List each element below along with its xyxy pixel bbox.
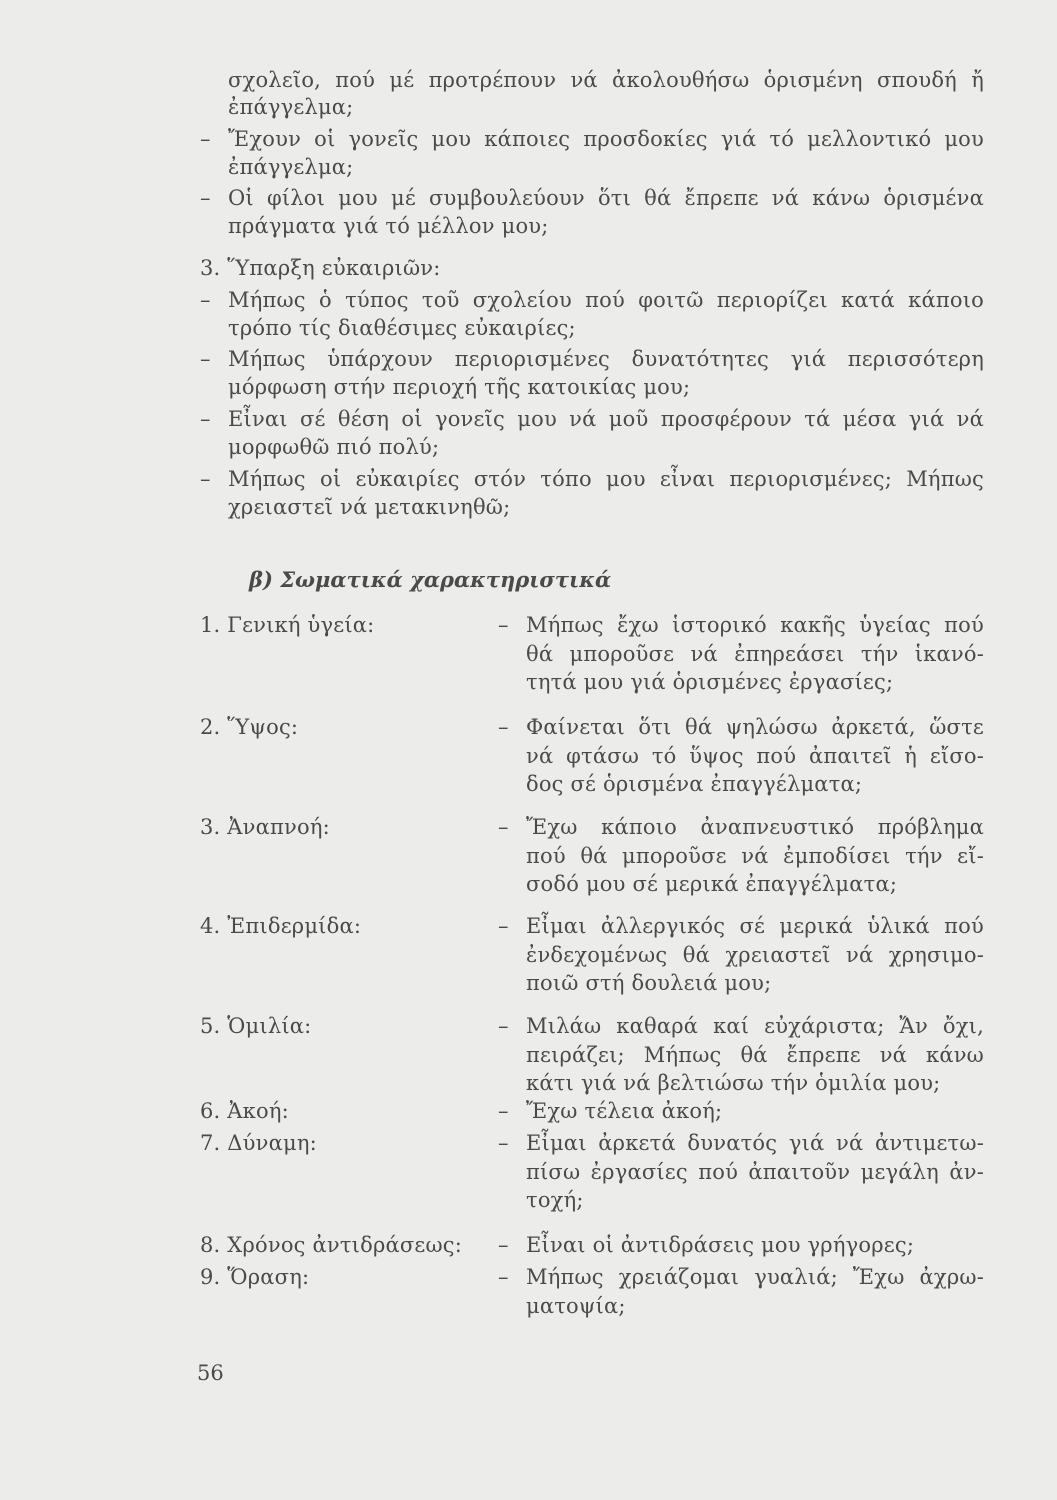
item-description-line: πειράζει; Μήπως θά ἔπρεπε νά κάνω [526, 1042, 984, 1067]
text-line: Οἱ φίλοι μου μέ συμβουλεύουν ὅτι θά ἔπρεπε νά κάνω ὁρισμένα [228, 186, 984, 210]
bullet-dash: – [498, 715, 509, 739]
text-line: Μήπως ὁ τύπος τοῦ σχολείου πού φοιτῶ περιορίζει κατά κάποιο [228, 288, 984, 312]
item-description-line: πού θά μποροῦσε νά ἐμποδίσει τήν εἴ- [526, 843, 984, 868]
bullet-dash: – [200, 467, 211, 491]
item-description-line: ἐνδεχομένως θά χρειαστεῖ νά χρησιμο- [526, 942, 984, 967]
item-description-line: Μήπως χρειάζομαι γυαλιά; Ἔχω ἀχρω- [526, 1265, 984, 1289]
text-line: Ἔχουν οἱ γονεῖς μου κάποιες προσδοκίες γιά τό μελλοντικό μου [228, 127, 984, 151]
item-label: 5. Ὁμιλία: [200, 1014, 312, 1038]
bullet-dash: – [200, 347, 211, 371]
page-number: 56 [197, 1361, 224, 1385]
item-description-line: νά φτάσω τό ὕψος πού ἀπαιτεῖ ἡ εἴσο- [526, 743, 984, 768]
text-line: Μήπως οἱ εὐκαιρίες στόν τόπο μου εἶναι περιορισμένες; Μήπως [228, 467, 984, 491]
item-description-line: θά μποροῦσε νά ἐπηρεάσει τήν ἱκανό- [526, 641, 984, 666]
section-heading: β) Σωματικά χαρακτηριστικά [249, 567, 612, 592]
item-description-line: ποιῶ στή δουλειά μου; [526, 971, 772, 995]
item-label: 6. Ἀκοή: [200, 1099, 289, 1123]
item-description-line: Φαίνεται ὅτι θά ψηλώσω ἀρκετά, ὥστε [526, 715, 984, 739]
item-description-line: σοδό μου σέ μερικά ἐπαγγέλματα; [526, 872, 898, 896]
bullet-dash: – [200, 127, 211, 151]
bullet-dash: – [498, 914, 509, 938]
text-line: πράγματα γιά τό μέλλον μου; [228, 214, 549, 238]
bullet-dash: – [200, 186, 211, 210]
item-description-line: Εἶμαι ἀρκετά δυνατός γιά νά ἀντιμετω- [526, 1131, 984, 1155]
text-line: τρόπο τίς διαθέσιμες εὐκαιρίες; [228, 316, 576, 340]
text-line: μόρφωση στήν περιοχή τῆς κατοικίας μου; [228, 375, 691, 399]
item-description-line: Εἶναι οἱ ἀντιδράσεις μου γρήγορες; [526, 1233, 915, 1257]
bullet-dash: – [498, 1014, 509, 1038]
text-line: ἐπάγγελμα; [228, 95, 354, 119]
bullet-dash: – [498, 613, 509, 637]
item-description-line: Εἶμαι ἀλλεργικός σέ μερικά ὑλικά πού [526, 914, 984, 938]
text-line: χρειαστεῖ νά μετακινηθῶ; [228, 495, 511, 519]
text-line: σχολεῖο, πού μέ προτρέπουν νά ἀκολουθήσω ὁρισμένη σπουδή ἤ [228, 68, 984, 92]
bullet-dash: – [200, 288, 211, 312]
item-label: 7. Δύναμη: [200, 1131, 317, 1155]
item-description-line: Ἔχω τέλεια ἀκοή; [526, 1099, 723, 1123]
item-description-line: τητά μου γιά ὁρισμένες ἐργασίες; [526, 670, 894, 694]
item-description-line: Ἔχω κάποιο ἀναπνευστικό πρόβλημα [526, 815, 984, 839]
bullet-dash: – [498, 1099, 509, 1123]
item-label: 1. Γενική ὑγεία: [200, 613, 375, 637]
item-description-line: Μήπως ἔχω ἱστορικό κακῆς ὑγείας πού [526, 613, 984, 637]
item-label: 9. Ὅραση: [200, 1265, 310, 1289]
item-description-line: κάτι γιά νά βελτιώσω τήν ὁμιλία μου; [526, 1071, 941, 1095]
text-line: μορφωθῶ πιό πολύ; [228, 435, 440, 459]
item-label: 2. Ὕψος: [200, 715, 299, 739]
bullet-dash: – [498, 1265, 509, 1289]
item-description-line: τοχή; [526, 1188, 584, 1212]
item-label: 8. Χρόνος ἀντιδράσεως: [200, 1233, 463, 1257]
text-line: Εἶναι σέ θέση οἱ γονεῖς μου νά μοῦ προσφέρουν τά μέσα γιά νά [228, 407, 984, 431]
text-line: ἐπάγγελμα; [228, 155, 354, 179]
bullet-dash: – [498, 815, 509, 839]
item-description-line: ματοψία; [526, 1293, 626, 1318]
bullet-dash: – [498, 1131, 509, 1155]
item-label: 3. Ἀναπνοή: [200, 815, 330, 839]
bullet-dash: – [498, 1233, 509, 1257]
numbered-heading: 3. Ὕπαρξη εὐκαιριῶν: [200, 256, 441, 280]
text-line: Μήπως ὑπάρχουν περιορισμένες δυνατότητες γιά περισσότερη [228, 347, 984, 371]
item-label: 4. Ἐπιδερμίδα: [200, 914, 362, 938]
item-description-line: δος σέ ὁρισμένα ἐπαγγέλματα; [526, 772, 863, 796]
item-description-line: Μιλάω καθαρά καί εὐχάριστα; Ἄν ὄχι, [526, 1014, 984, 1038]
bullet-dash: – [200, 407, 211, 431]
item-description-line: πίσω ἐργασίες πού ἀπαιτοῦν μεγάλη ἀν- [526, 1159, 984, 1184]
